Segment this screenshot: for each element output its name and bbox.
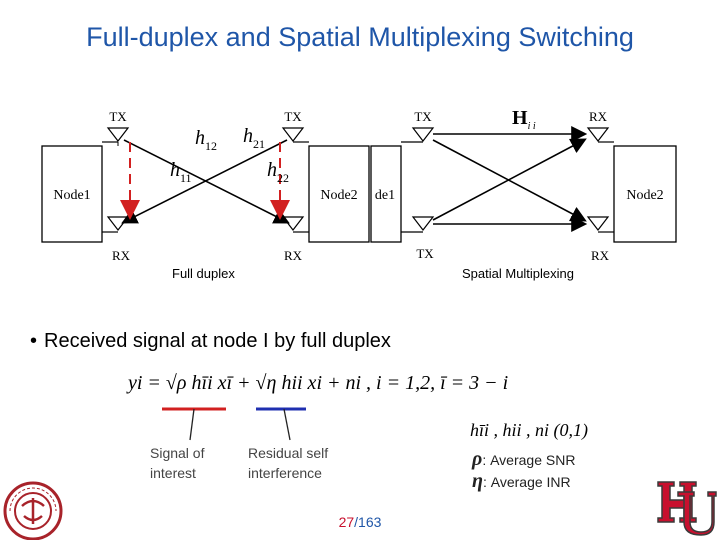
h11-label: $h_{11}$: [170, 159, 192, 185]
signal-connector: [190, 409, 194, 440]
bullet-text: Received signal at node I by full duplex: [44, 330, 391, 352]
bullet-dot-icon: •: [30, 330, 38, 352]
interference-connector: [284, 409, 290, 440]
channel-matrix-label: $H_{i i}$: [512, 107, 536, 132]
tx-label: TX: [109, 109, 127, 124]
slide-title: Full-duplex and Spatial Multiplexing Switching: [86, 22, 634, 52]
university-seal-logo: [2, 480, 64, 540]
signal-of-interest-label: Signal of interest: [150, 445, 205, 481]
tx-label: TX: [284, 109, 302, 124]
rx-label: RX: [590, 248, 610, 263]
h21-label: $h_{21}$: [243, 125, 265, 151]
rx-label: RX: [283, 248, 303, 263]
signal-equation: yi = √ρ hīi xī + √η hii xi + ni , i = 1,2, ī = 3 − i: [128, 372, 509, 394]
residual-self-interference-label: Residual self interference: [248, 445, 329, 481]
node2-label: Node2: [626, 188, 664, 203]
rx-label: RX: [111, 248, 131, 263]
page-number: 27/163: [338, 514, 382, 530]
node1-label: Node1: [53, 188, 91, 203]
spatial-multiplexing-caption: Spatial Multiplexing: [462, 266, 575, 281]
distribution-equation: hīi , hii , ni (0,1): [470, 420, 588, 440]
snr-definition: ρ: Average SNR: [472, 448, 576, 470]
full-duplex-caption: Full duplex: [172, 266, 235, 281]
rx-label: RX: [588, 109, 608, 124]
h12-label: $h_{12}$: [195, 127, 217, 153]
tx-label: TX: [414, 109, 432, 124]
node2-label: Node2: [320, 188, 358, 203]
inr-definition: η: Average INR: [472, 470, 571, 492]
h22-label: $h_{22}$: [267, 159, 289, 185]
node1-label: de1: [374, 188, 396, 203]
tx-label: TX: [416, 246, 434, 261]
